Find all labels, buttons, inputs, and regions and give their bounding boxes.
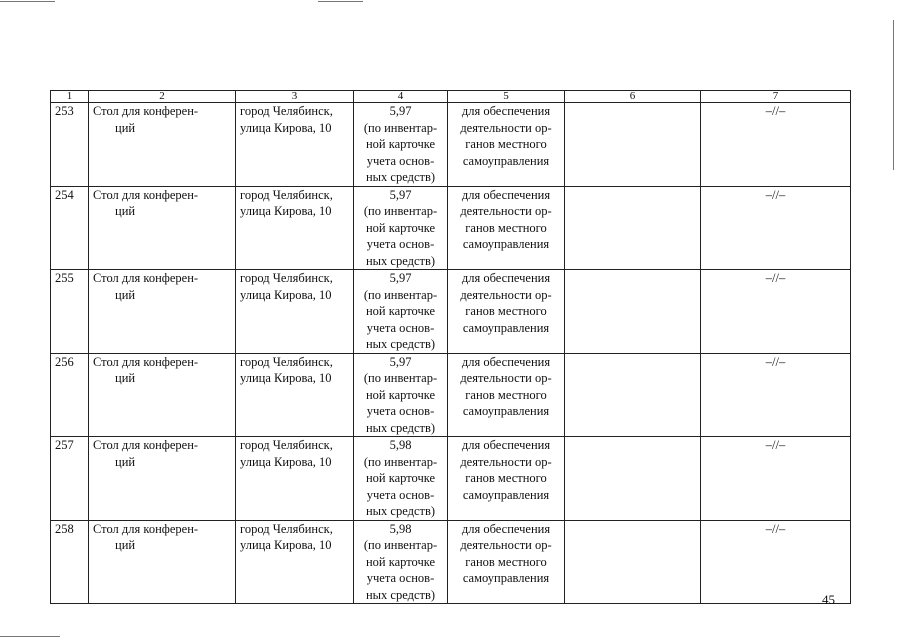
value-line: (по инвентар- [363,371,438,385]
purpose-line: деятельности ор- [460,371,552,385]
address-cell [236,186,354,270]
purpose-line: ганов местного [465,304,547,318]
col7-cell: –//– [701,103,851,187]
value-line: (по инвентар- [363,454,438,469]
address-cell [236,103,354,187]
row-number: 256 [51,353,89,437]
table-row [51,270,851,354]
address-cell [236,437,354,521]
value-line: (по инвентар- [363,204,438,218]
col-header-2: 2 [89,91,236,103]
purpose-line: деятельности ор- [460,454,552,469]
purpose-line: ганов местного [465,387,547,402]
purpose-line: ганов местного [465,471,547,485]
item-name-cell [89,437,236,521]
purpose-line: деятельности ор- [460,538,552,552]
item-name-cell [89,520,236,604]
value-line: ных средств) [365,253,436,268]
purpose-line: для обеспечения [461,187,551,202]
item-name-line: Стол для конферен- [93,354,199,369]
value-line: учета основ- [366,487,435,502]
value-line: ной карточке [365,137,436,151]
item-name-line: ций [115,538,136,552]
col7-cell: –//– [701,186,851,270]
row-number: 253 [51,103,89,187]
address-line: улица Кирова, 10 [240,454,332,469]
table-row [51,520,851,604]
scan-artifact [0,1,55,2]
row-number: 257 [51,437,89,521]
value-cell [354,186,448,270]
purpose-line: ганов местного [465,220,547,235]
purpose-line: самоуправления [462,320,550,335]
value-cell [354,437,448,521]
scan-artifact [318,1,363,2]
row-number: 255 [51,270,89,354]
address-line: город Челябинск, [240,271,333,285]
item-name-line: Стол для конферен- [93,438,199,452]
purpose-line: для обеспечения [461,104,551,118]
col-header-7: 7 [701,91,851,103]
purpose-line: деятельности ор- [460,120,552,135]
col-header-4: 4 [354,91,448,103]
purpose-line: самоуправления [462,237,550,251]
value-line: ных средств) [365,337,436,351]
col6-cell [565,103,701,187]
address-line: улица Кирова, 10 [240,204,332,218]
purpose-cell [448,103,565,187]
value-line: ных средств) [365,587,436,602]
purpose-line: ганов местного [465,137,547,151]
item-name-line: Стол для конферен- [93,187,199,202]
row-number: 254 [51,186,89,270]
purpose-line: деятельности ор- [460,204,552,218]
value-line: ной карточке [365,220,436,235]
table-header-row [51,91,851,103]
item-name-cell [89,353,236,437]
col6-cell [565,353,701,437]
value-line: учета основ- [366,571,435,585]
value-line: ной карточке [365,304,436,318]
purpose-line: для обеспечения [461,354,551,369]
value-line: 5,97 [389,354,412,369]
purpose-line: самоуправления [462,153,550,168]
value-line: ной карточке [365,554,436,569]
value-line: 5,97 [389,104,412,118]
col-header-6: 6 [565,91,701,103]
col6-cell [565,520,701,604]
purpose-cell [448,186,565,270]
address-line: город Челябинск, [240,438,333,452]
item-name-cell [89,103,236,187]
item-name-line: Стол для конферен- [93,521,199,536]
purpose-line: для обеспечения [461,271,551,285]
purpose-line: самоуправления [462,404,550,418]
address-line: город Челябинск, [240,354,333,369]
item-name-line: Стол для конферен- [93,271,199,285]
scan-artifact [0,636,60,637]
value-cell [354,270,448,354]
purpose-cell [448,270,565,354]
col7-cell: –//– [701,353,851,437]
table-row [51,103,851,187]
purpose-cell [448,520,565,604]
value-line: ных средств) [365,420,436,435]
value-line: учета основ- [366,404,435,418]
purpose-line: деятельности ор- [460,287,552,302]
address-cell [236,520,354,604]
value-line: учета основ- [366,153,435,168]
purpose-line: самоуправления [462,571,550,585]
address-line: улица Кирова, 10 [240,538,332,552]
value-line: учета основ- [366,237,435,251]
address-line: город Челябинск, [240,187,333,202]
purpose-line: для обеспечения [461,438,551,452]
value-line: (по инвентар- [363,287,438,302]
value-line: ных средств) [365,504,436,518]
col-header-1: 1 [51,91,89,103]
item-name-cell [89,270,236,354]
value-line: (по инвентар- [363,538,438,552]
value-line: 5,97 [389,187,412,202]
item-name-line: ций [115,454,136,469]
purpose-line: самоуправления [462,487,550,502]
address-cell [236,353,354,437]
value-line: учета основ- [366,320,435,335]
value-line: ных средств) [365,170,436,184]
value-line: 5,98 [389,438,412,452]
table-row [51,353,851,437]
item-name-line: ций [115,204,136,218]
row-number: 258 [51,520,89,604]
col6-cell [565,437,701,521]
address-line: город Челябинск, [240,521,333,536]
inventory-table [50,90,851,604]
value-cell [354,353,448,437]
address-line: улица Кирова, 10 [240,287,332,302]
item-name-line: ций [115,371,136,385]
address-line: улица Кирова, 10 [240,371,332,385]
purpose-cell [448,353,565,437]
purpose-cell [448,437,565,521]
table-row [51,437,851,521]
col-header-5: 5 [448,91,565,103]
value-line: 5,98 [389,521,412,536]
address-line: город Челябинск, [240,104,333,118]
value-cell [354,103,448,187]
col7-cell: –//– [701,437,851,521]
col6-cell [565,270,701,354]
item-name-line: Стол для конферен- [93,104,199,118]
value-line: (по инвентар- [363,120,438,135]
col7-cell: –//– [701,270,851,354]
address-cell [236,270,354,354]
table-row [51,186,851,270]
value-cell [354,520,448,604]
item-name-line: ций [115,120,136,135]
scan-artifact [893,20,894,170]
value-line: 5,97 [389,271,412,285]
col7-cell: –//– [701,520,851,604]
address-line: улица Кирова, 10 [240,120,332,135]
item-name-cell [89,186,236,270]
col-header-3: 3 [236,91,354,103]
value-line: ной карточке [365,471,436,485]
item-name-line: ций [115,287,136,302]
purpose-line: ганов местного [465,554,547,569]
col6-cell [565,186,701,270]
page-number: 45 [822,592,835,607]
value-line: ной карточке [365,387,436,402]
purpose-line: для обеспечения [461,521,551,536]
